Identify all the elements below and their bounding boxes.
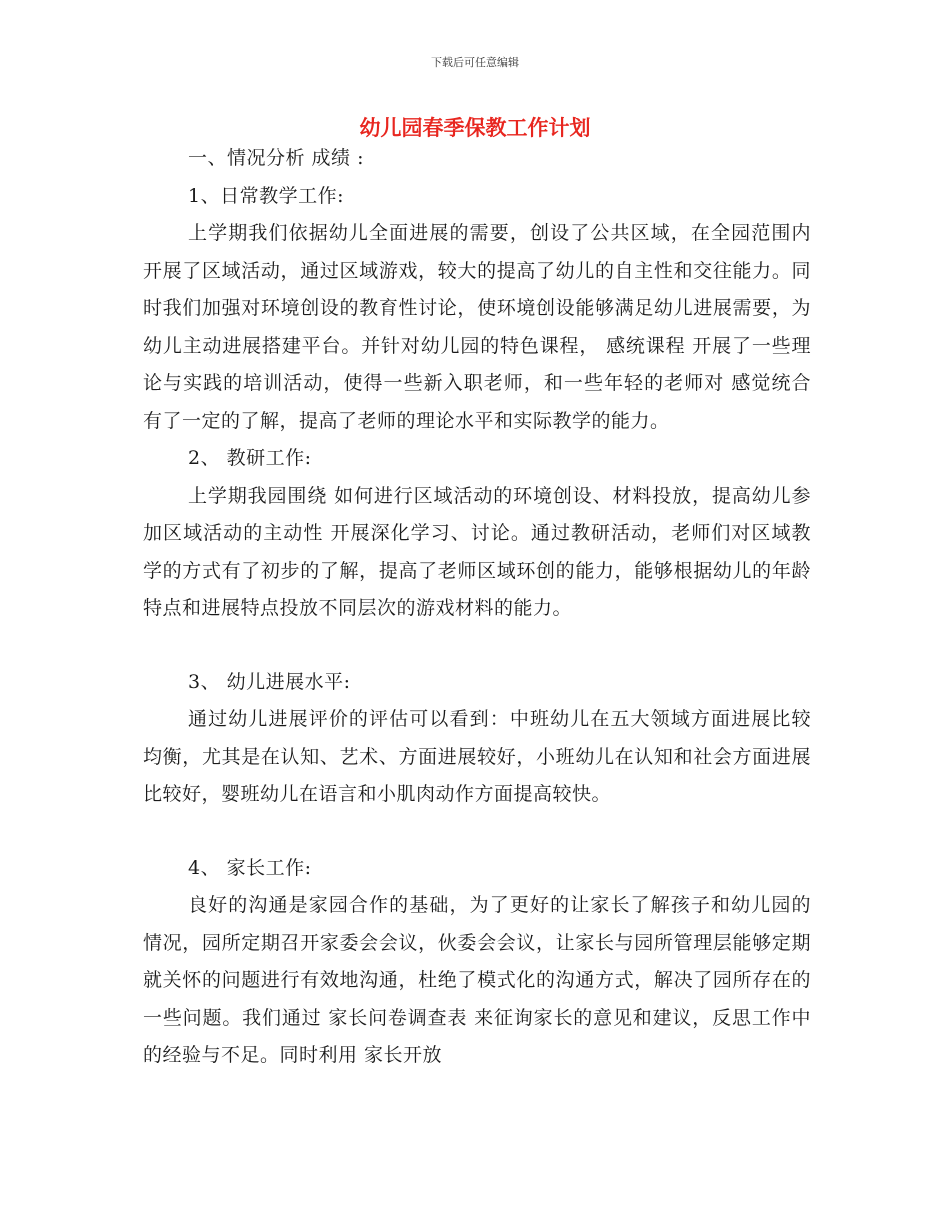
paragraph-teaching: 上学期我们依据幼儿全面进展的需要，创设了公共区域，在全园范围内开展了区域活动，通过区域游戏，较大的提高了幼儿的自主性和交往能力。同时我们加强对环境创设的教育性讨论，使环境创设能够满足幼儿进展需要，为幼儿主动进展搭建平台。并针对幼儿园的特色课程， 感统课程 开展了一些理论与实践的培训活动，使得一些新入职老师，和一些年轻的老师对 感觉统合 有了一定的了解，提高了老师的理论水平和实际教学的能力。 bbox=[143, 222, 811, 432]
section-heading-parents: 4、 家长工作: bbox=[188, 856, 312, 879]
section-heading-research: 2、 教研工作: bbox=[188, 447, 312, 469]
paragraph-research: 上学期我园围绕 如何进行区域活动的环境创设、材料投放，提高幼儿参加区域活动的主动性 开展深化学习、讨论。通过教研活动，老师们对区域教学的方式有了初步的了解，提高了老师区域环创的能力，能够根据幼儿的年龄特点和进展特点投放不同层次的游戏材料的能力。 bbox=[143, 484, 811, 619]
section-heading-analysis: 一、情况分析 成绩 : bbox=[188, 147, 364, 169]
paragraph-parents: 良好的沟通是家园合作的基础，为了更好的让家长了解孩子和幼儿园的情况，园所定期召开家委会会议，伙委会会议，让家长与园所管理层能够定期就关怀的问题进行有效地沟通，杜绝了模式化的沟通方式，解决了园所存在的一些问题。我们通过 家长问卷调查表 来征询家长的意见和建议，反思工作中的经验与不足。同时利用 家长开放 bbox=[143, 894, 811, 1066]
header-note: 下载后可任意编辑 bbox=[431, 56, 519, 69]
document-body bbox=[143, 140, 811, 1075]
paragraph-development: 通过幼儿进展评价的评估可以看到：中班幼儿在五大领域方面进展比较均衡，尤其是在认知、艺术、方面进展较好，小班幼儿在认知和社会方面进展比较好，婴班幼儿在语言和小肌肉动作方面提高较快。 bbox=[143, 708, 811, 805]
section-heading-development: 3、 幼儿进展水平: bbox=[188, 670, 351, 693]
section-heading-teaching: 1、日常教学工作: bbox=[188, 184, 344, 207]
document-title: 幼儿园春季保教工作计划 bbox=[359, 116, 591, 140]
paragraph-spacer bbox=[143, 814, 811, 850]
paragraph-spacer bbox=[143, 628, 811, 664]
